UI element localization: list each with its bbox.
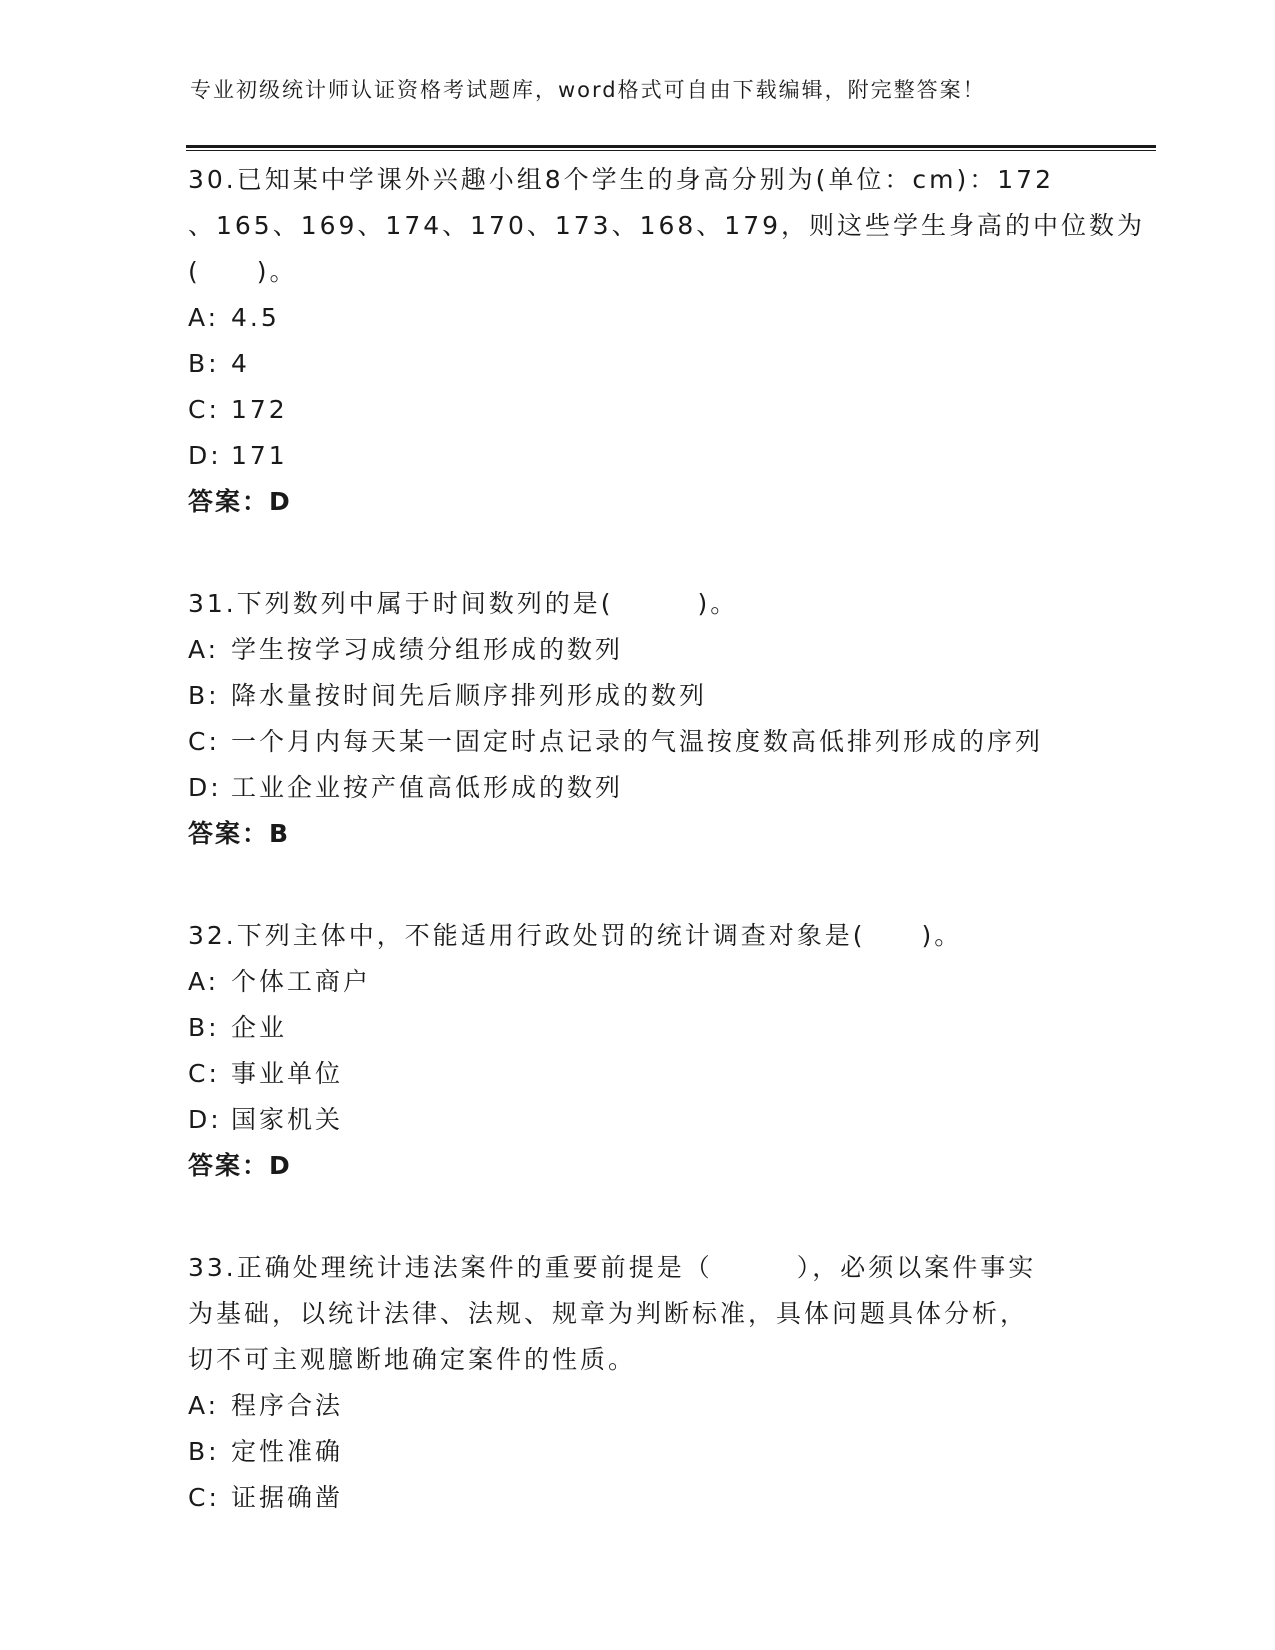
question-31: [188, 581, 1088, 857]
question-33: [188, 1245, 1088, 1521]
question-32: [188, 913, 1088, 1189]
option-d: [188, 765, 1088, 811]
header-rule-thick: [186, 145, 1156, 148]
option-text: 事业单位: [231, 1059, 344, 1088]
option-letter: A:: [188, 303, 220, 332]
answer-line: 答案：D: [188, 487, 292, 516]
answer-line: 答案：B: [188, 819, 291, 848]
question-text-line: 31.下列数列中属于时间数列的是( )。: [188, 589, 739, 618]
option-b: [188, 341, 1088, 387]
header-rule-thin: [186, 150, 1156, 151]
answer-line: 答案：D: [188, 1151, 292, 1180]
option-letter: A:: [188, 635, 220, 664]
option-text: 学生按学习成绩分组形成的数列: [231, 635, 624, 664]
option-a: [188, 1383, 1088, 1429]
option-letter: C:: [188, 1059, 220, 1088]
option-text: 降水量按时间先后顺序排列形成的数列: [231, 681, 708, 710]
question-text-line: 、165、169、174、170、173、168、179，则这些学生身高的中位数为: [188, 211, 1146, 240]
option-b: [188, 673, 1088, 719]
option-text: 国家机关: [231, 1105, 344, 1134]
option-text: 4.5: [231, 303, 280, 332]
option-letter: C:: [188, 1483, 220, 1512]
question-text-line: ( )。: [188, 257, 298, 286]
option-b: [188, 1429, 1088, 1475]
question-text-line: 为基础，以统计法律、法规、规章为判断标准，具体问题具体分析，: [188, 1299, 1029, 1328]
question-30: [188, 157, 1146, 525]
question-text-line: 30.已知某中学课外兴趣小组8个学生的身高分别为(单位：cm)：172: [188, 165, 1054, 194]
page-header: 专业初级统计师认证资格考试题库，word格式可自由下载编辑，附完整答案！: [190, 78, 986, 102]
option-text: 171: [231, 441, 288, 470]
option-letter: D:: [188, 773, 222, 802]
option-text: 一个月内每天某一固定时点记录的气温按度数高低排列形成的序列: [231, 727, 1044, 756]
option-letter: B:: [188, 1013, 220, 1042]
option-text: 172: [231, 395, 288, 424]
option-text: 证据确凿: [231, 1483, 344, 1512]
option-letter: D:: [188, 441, 222, 470]
option-letter: A:: [188, 1391, 220, 1420]
option-letter: C:: [188, 727, 220, 756]
option-text: 个体工商户: [231, 967, 372, 996]
option-letter: C:: [188, 395, 220, 424]
option-letter: B:: [188, 349, 220, 378]
option-letter: B:: [188, 1437, 220, 1466]
option-c: [188, 387, 1088, 433]
option-c: [188, 719, 1088, 765]
option-text: 定性准确: [231, 1437, 344, 1466]
option-a: [188, 627, 1088, 673]
option-text: 程序合法: [231, 1391, 344, 1420]
option-text: 工业企业按产值高低形成的数列: [231, 773, 624, 802]
question-text-line: 切不可主观臆断地确定案件的性质。: [188, 1345, 637, 1374]
option-b: [188, 1005, 1088, 1051]
option-a: [188, 295, 1088, 341]
option-text: 4: [231, 349, 250, 378]
option-letter: A:: [188, 967, 220, 996]
option-d: [188, 433, 1088, 479]
option-c: [188, 1051, 1088, 1097]
option-text: 企业: [231, 1013, 288, 1042]
option-letter: D:: [188, 1105, 222, 1134]
option-letter: B:: [188, 681, 220, 710]
option-a: [188, 959, 1088, 1005]
question-text-line: 32.下列主体中，不能适用行政处罚的统计调查对象是( )。: [188, 921, 963, 950]
option-d: [188, 1097, 1088, 1143]
option-c: [188, 1475, 1088, 1521]
question-text-line: 33.正确处理统计违法案件的重要前提是（ ），必须以案件事实: [188, 1253, 1037, 1282]
question-list: [188, 157, 1146, 1577]
